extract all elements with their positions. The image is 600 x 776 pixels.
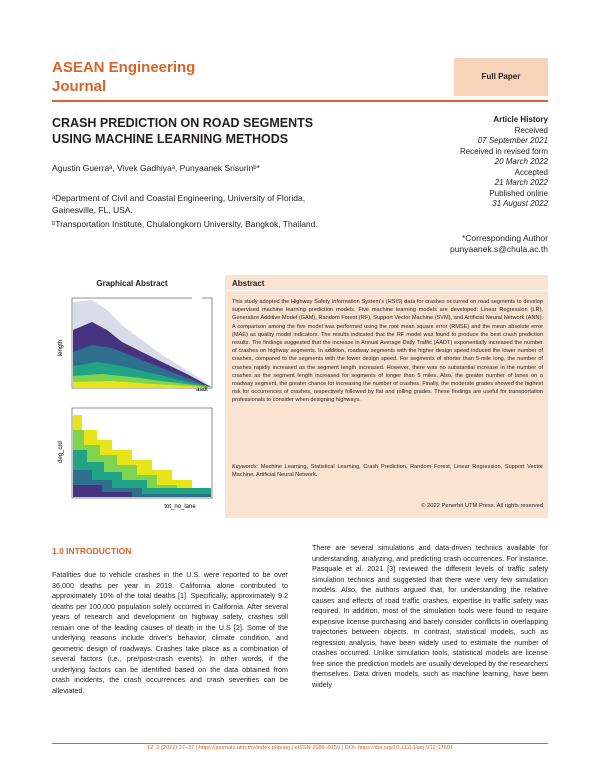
accepted-date: 21 March 2022 (494, 178, 548, 187)
keywords (232, 463, 543, 479)
authors: Agustin Guerraᵃ, Vivek Gadhiyaᵃ, Punyaanek Srisurinᵇ* (52, 163, 260, 173)
title-line2: USING MACHINE LEARNING METHODS (52, 132, 289, 146)
corresponding-author (380, 233, 548, 255)
journal-name (52, 58, 232, 96)
revised-date: 20 March 2022 (494, 157, 548, 166)
received-date: 07 September 2021 (477, 136, 548, 145)
published-label: Published online (489, 188, 548, 198)
heatmap-plot-2 (58, 408, 212, 510)
published-date: 31 August 2022 (492, 199, 548, 208)
received-label: Received (514, 125, 548, 135)
accepted-label: Accepted (514, 167, 548, 177)
footer-divider (52, 743, 548, 744)
journal-name-line1: ASEAN Engineering (52, 59, 196, 76)
affiliation-b: ᵇTransportation Institute, Chulalongkorn University, Bangkok, Thailand. (52, 219, 318, 229)
plot2-xlabel: tot_no_lane (164, 504, 196, 510)
abstract-text: This study adopted the Highway Safety Information System's (HSIS) data for crashes occurred on road segments to develop supervised machine learning prediction models. Five machine learning models are developed: Linear Regression (LR), Generalize Additive Model (GAM), Random Forest (RF), Support Vector Machine (SVM), and Artificial Neural Network (ANN). A comparison among the five model was performed using the root mean square error (RMSE) and the mean absolute error (MAE) as quality model indicators. The results indicated that the RF model was found to produce the best crash prediction results. The findings suggested that the increase in Annual Average Daily Traffic (AADT) exponentially increased the number of crashes on highway segments. In addition, roadway segments with the higher design speed induced the lower number of crashes, compared to the segments with the lower design speed. For segments of shorter than 5-mile long, the number of crashes rapidly increased as the segment length increased. However, there was no substantial increase in the number of crashes as the segment length increased for segments of longer than 5 miles. Also, the greater number of lanes on a roadway segment, the greater chance for increasing the number of crashes. Finally, the moderate grades showed the highest risk for occurrences of crashes, respectively followed by flat and rolling grades. These findings are useful for transportation professionals to consider when designing highways. (232, 299, 543, 404)
history-heading: Article History (493, 115, 548, 124)
plot1-xlabel: aadt (196, 387, 208, 393)
plot2-ylabel: deg_crd (58, 441, 64, 463)
title-line1: CRASH PREDICTION ON ROAD SEGMENTS (52, 116, 314, 130)
abstract-title: Abstract (232, 279, 265, 288)
full-paper-label: Full Paper (481, 72, 521, 81)
graphical-abstract-figure (52, 290, 217, 515)
intro-column-2: There are several simulations and data-driven technics available for understanding, analyzing, and predicting crash occurrences. For instance, Pasquale et al. 2021 [3] reviewed the different levels of traffic safety simulation technics and suggested that there were very few simulation models. Also, the authors argued that, for understanding the relative causes and effects of road traffic crashes, expertise in traffic safety was required. In addition, most of the simulation tools were found to require expensive license purchasing and barely consider conflicts in overlapping trajectories between objects. In contrast, statistical models, such as regression analysis, have been widely used to estimate the number of crashes occurred. Unlike simulation tools, statistical models are license free since the prediction models are usually developed by the researchers themselves. Data driven models, such as machine learning, have been widely (312, 543, 548, 689)
article-history (420, 115, 548, 210)
keywords-list: Machine Learning, Statistical Learning, Crash Prediction, Random Forest, Linear Regression, Support Vector Machine, Artificial Neural Network. (232, 464, 543, 479)
article-title (52, 115, 412, 147)
affiliation-a-line2: Gainesville, FL, USA. (52, 205, 133, 215)
corresponding-email[interactable]: punyaanek.s@chula.ac.th (450, 244, 548, 254)
copyright: © 2022 Penerbit UTM Press. All rights reserved (421, 503, 543, 509)
revised-label: Received in revised form (459, 146, 548, 156)
graphical-abstract-title: Graphical Abstract (96, 279, 168, 288)
abstract-divider (225, 290, 548, 291)
intro-column-1: Fatalities due to vehicle crashes in the U.S. were reported to be over 36,000 deaths per year in 2019. California alone contributed to approximately 10% of the total deaths [1]. Specifically, approximately 9.2 deaths per 100,000 population solely occurred in California. After several years of research and development on highway safety, crashes still remain one of the leading causes of death in the U.S [2]. Some of the underlying reasons include driver's behavior, climate condition, and geometric design of roadways. Crashes take place as a combination of several factors (i.e., pre/post-crash events). In other words, if the underlying factors can be identified based on the data obtained from crash incidents, the crash occurrences and crash severities can be alleviated. (52, 570, 288, 695)
heatmap-plot-1 (58, 294, 212, 393)
header-divider (52, 100, 548, 102)
plot1-ylabel: length (58, 339, 64, 357)
affiliation-a (52, 192, 432, 216)
keywords-label: Keywords: (232, 464, 259, 470)
footer-citation: 12: 3 (2022) 27–37 | https://journals.utm.my/index.php/aej | eISSN 2586–9159 | DOI: https://doi.org/10.11113/aej.V12.17601 (147, 745, 453, 751)
affiliation-a-line1: ᵃDepartment of Civil and Coastal Engineering, University of Florida, (52, 193, 306, 203)
section-heading-introduction: 1.0 INTRODUCTION (52, 546, 132, 556)
journal-name-line2: Journal (52, 78, 107, 95)
corresponding-label: *Corresponding Author (461, 233, 548, 243)
